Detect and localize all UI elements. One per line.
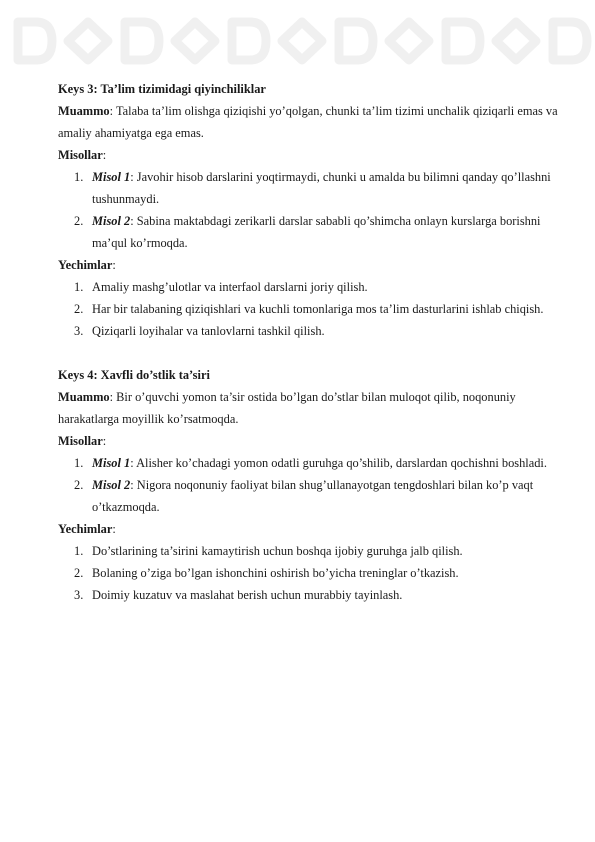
problem-text: : Bir o’quvchi yomon ta’sir ostida bo’lgan do’stlar bilan muloqot qilib, noqonuniy harakatlarga moyillik ko’rsatmoqda. [58, 390, 516, 426]
examples-colon: : [102, 148, 107, 162]
example-text: : Sabina maktabdagi zerikarli darslar sababli qo’shimcha onlayn kurslarga borishni ma’qul ko’rmoqda. [92, 214, 541, 250]
list-item [58, 298, 558, 320]
example-text: : Javohir hisob darslarini yoqtirmaydi, chunki u amalda bu bilimni qanday qo’llashni tushunmaydi. [92, 170, 551, 206]
list-number: 2. [74, 302, 84, 316]
solution-text: Doimiy kuzatuv va maslahat berish uchun murabbiy tayinlash. [92, 588, 403, 602]
example-label: Misol 2 [92, 214, 131, 228]
case-3-solutions-list [58, 276, 558, 342]
list-item [58, 320, 558, 342]
list-item [58, 276, 558, 298]
solutions-label: Yechimlar [58, 522, 113, 536]
example-label: Misol 2 [92, 478, 131, 492]
case-3-section [58, 78, 558, 342]
solution-text: Bolaning o’ziga bo’lgan ishonchini oshirish bo’yicha treninglar o’tkazish. [92, 566, 459, 580]
watermark-logo-pattern [0, 4, 595, 74]
list-number: 1. [74, 170, 84, 184]
solutions-label: Yechimlar [58, 258, 113, 272]
list-number: 3. [74, 324, 84, 338]
list-number: 1. [74, 456, 84, 470]
case-4-solutions-list [58, 540, 558, 606]
case-4-examples-heading [58, 430, 558, 452]
case-3-examples-heading [58, 144, 558, 166]
examples-label: Misollar [58, 148, 103, 162]
case-3-examples-list [58, 166, 558, 254]
list-number: 2. [74, 566, 84, 580]
section-spacer [58, 342, 558, 364]
case-3-title: Keys 3: Ta’lim tizimidagi qiyinchiliklar [58, 82, 266, 96]
list-item [58, 584, 558, 606]
document-body [58, 78, 558, 606]
list-number: 1. [74, 280, 84, 294]
problem-label: Muammo [58, 390, 110, 404]
list-item [58, 166, 558, 210]
example-text: : Nigora noqonuniy faoliyat bilan shug’ullanayotgan tengdoshlari bilan ko’p vaqt o’tkazmoqda. [92, 478, 534, 514]
case-4-problem [58, 386, 558, 430]
solutions-colon: : [112, 258, 116, 272]
examples-label: Misollar [58, 434, 103, 448]
problem-label: Muammo [58, 104, 110, 118]
list-item [58, 540, 558, 562]
solutions-colon: : [112, 522, 116, 536]
solution-text: Amaliy mashg’ulotlar va interfaol darslarni joriy qilish. [92, 280, 368, 294]
solution-text: Har bir talabaning qiziqishlari va kuchli tomonlariga mos ta’lim dasturlarini ishlab chiqish. [92, 302, 544, 316]
case-4-examples-list [58, 452, 558, 518]
case-3-solutions-heading [58, 254, 558, 276]
examples-colon: : [102, 434, 107, 448]
problem-text: : Talaba ta’lim olishga qiziqishi yo’qolgan, chunki ta’lim tizimi unchalik qiziqarli emas va amaliy ahamiyatga ega emas. [58, 104, 558, 140]
list-number: 2. [74, 214, 84, 228]
list-item [58, 452, 558, 474]
solution-text: Do’stlarining ta’sirini kamaytirish uchun boshqa ijobiy guruhga jalb qilish. [92, 544, 463, 558]
case-4-section [58, 364, 558, 606]
list-item [58, 474, 558, 518]
list-number: 3. [74, 588, 84, 602]
list-item [58, 210, 558, 254]
case-4-title: Keys 4: Xavfli do’stlik ta’siri [58, 368, 210, 382]
case-4-solutions-heading [58, 518, 558, 540]
list-number: 1. [74, 544, 84, 558]
solution-text: Qiziqarli loyihalar va tanlovlarni tashkil qilish. [92, 324, 325, 338]
example-label: Misol 1 [92, 170, 131, 184]
example-text: : Alisher ko’chadagi yomon odatli guruhga qo’shilib, darslardan qochishni boshladi. [130, 456, 547, 470]
list-number: 2. [74, 478, 84, 492]
case-3-problem [58, 100, 558, 144]
example-label: Misol 1 [92, 456, 131, 470]
list-item [58, 562, 558, 584]
